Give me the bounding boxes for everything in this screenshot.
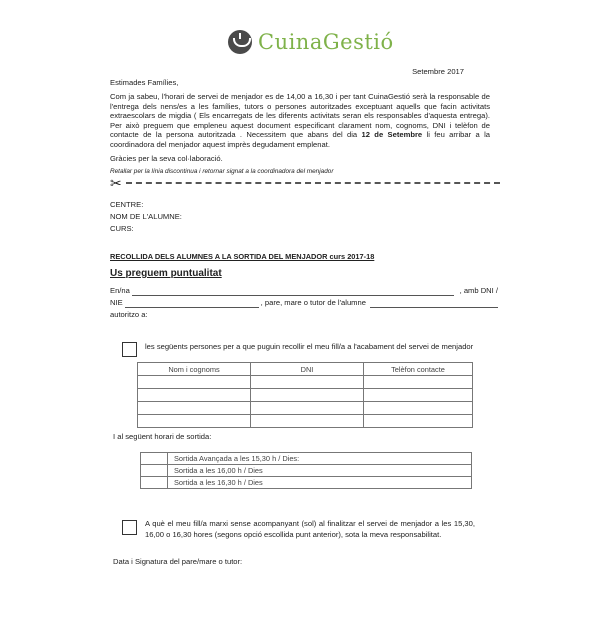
table-header-row	[138, 363, 473, 376]
nie-label: NIE	[110, 298, 123, 307]
schedule-table	[140, 452, 472, 489]
schedule-row	[141, 465, 472, 477]
table-cell[interactable]	[251, 402, 364, 415]
schedule-row	[141, 453, 472, 465]
document-date: Setembre 2017	[412, 67, 464, 76]
table-cell[interactable]	[364, 376, 473, 389]
schedule-checkbox-cell[interactable]	[141, 453, 168, 465]
intro-paragraph: Com ja sabeu, l'horari de servei de menjador es de 14,00 a 16,30 i per tant CuinaGestió serà la responsable de l'entrega dels nens/es a les famílies, tutors o persones autoritzades exceptuant aquells que facin activitats extraescolars de migdia ( Els encarregats de les diferents activitats seran els responsables d'aquesta entrega). Per això preguem que empleneu aquest document especificant clarament nom, cognoms, DNI i telèfon de contacte de la persona autoritzada . Necessitem que abans del dia 12 de Setembre li feu arribar a la coordinadora del menjador aquest imprès degudament emplenat.	[110, 92, 490, 149]
dashed-divider	[126, 182, 500, 184]
option2-checkbox[interactable]	[122, 520, 137, 535]
greeting: Estimades Famílies,	[110, 78, 179, 87]
thanks-text: Gràcies per la seva col·laboració.	[110, 154, 223, 163]
scissors-icon: ✂	[110, 175, 122, 191]
schedule-checkbox-cell[interactable]	[141, 477, 168, 489]
signature-label: Data i Signatura del pare/mare o tutor:	[113, 557, 243, 566]
form-line-name	[110, 286, 498, 296]
authorized-persons-table	[137, 362, 473, 428]
table-row	[138, 415, 473, 428]
column-header: Nom i cognoms	[138, 363, 251, 376]
table-cell[interactable]	[138, 402, 251, 415]
table-cell[interactable]	[138, 415, 251, 428]
option2-label: A què el meu fill/a marxi sense acompanyant (sol) al finalitzar el servei de menjador a les 15,30, 16,00 o 16,30 hores (segons opció escollida punt anterior), sota la meva responsabilitat.	[145, 519, 475, 539]
dni-label: , amb DNI /	[459, 286, 498, 295]
schedule-option: Sortida a les 16,00 h / Dies	[168, 465, 472, 477]
schedule-option: Sortida a les 16,30 h / Dies	[168, 477, 472, 489]
table-cell[interactable]	[251, 415, 364, 428]
schedule-checkbox-cell[interactable]	[141, 465, 168, 477]
table-cell[interactable]	[364, 402, 473, 415]
student-name-label: NOM DE L'ALUMNE:	[110, 212, 182, 221]
cut-line	[110, 176, 500, 190]
table-cell[interactable]	[138, 376, 251, 389]
column-header: Telèfon contacte	[364, 363, 473, 376]
logo	[228, 30, 394, 54]
table-cell[interactable]	[364, 415, 473, 428]
centre-label: CENTRE:	[110, 200, 144, 209]
section-title: RECOLLIDA DELS ALUMNES A LA SORTIDA DEL MENJADOR curs 2017-18	[110, 252, 375, 261]
schedule-option: Sortida Avançada a les 15,30 h / Dies:	[168, 453, 472, 465]
nie-field[interactable]	[125, 299, 259, 308]
table-cell[interactable]	[138, 389, 251, 402]
authorize-label: autoritzo a:	[110, 310, 148, 319]
course-label: CURS:	[110, 224, 134, 233]
option1-checkbox[interactable]	[122, 342, 137, 357]
column-header: DNI	[251, 363, 364, 376]
table-row	[138, 376, 473, 389]
logo-text: CuinaGestió	[258, 30, 394, 54]
table-cell[interactable]	[251, 389, 364, 402]
table-row	[138, 389, 473, 402]
name-field[interactable]	[132, 287, 454, 296]
schedule-label: I al següent horari de sortida:	[113, 432, 212, 441]
section-subtitle: Us preguem puntualitat	[110, 268, 222, 279]
en-na-label: En/na	[110, 286, 130, 295]
form-line-nie	[110, 298, 498, 308]
cut-instruction: Retallar per la línia discontinua i retornar signat a la coordinadora del menjador	[110, 168, 334, 175]
table-cell[interactable]	[251, 376, 364, 389]
parent-label: , pare, mare o tutor de l'alumne	[260, 298, 366, 307]
chef-hat-icon	[228, 30, 252, 54]
table-row	[138, 402, 473, 415]
student-field[interactable]	[370, 299, 498, 308]
option1-label: les següents persones per a que puguin recollir el meu fill/a a l'acabament del servei de menjador	[145, 342, 474, 351]
schedule-row	[141, 477, 472, 489]
table-cell[interactable]	[364, 389, 473, 402]
